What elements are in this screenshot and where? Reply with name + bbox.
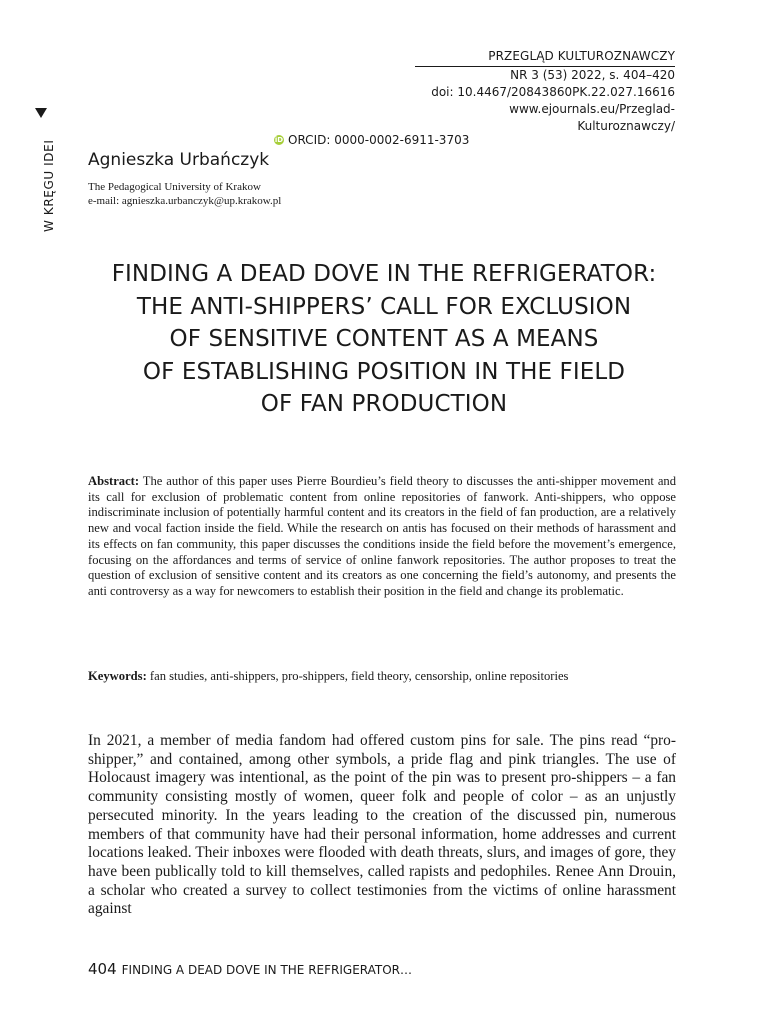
keywords — [88, 669, 688, 685]
article-title — [60, 258, 708, 421]
abstract-label: Abstract: — [88, 474, 140, 488]
triangle-down-icon — [35, 108, 47, 118]
journal-header — [415, 48, 675, 135]
journal-doi[interactable]: doi: 10.4467/20843860PK.22.027.16616 — [431, 85, 675, 99]
orcid-line[interactable] — [274, 133, 469, 147]
page-number: 404 — [88, 960, 117, 978]
journal-url[interactable]: www.ejournals.eu/Przeglad-Kulturoznawczy/ — [509, 102, 675, 133]
author-affiliation-block — [88, 180, 281, 208]
author-email[interactable]: e-mail: agnieszka.urbanczyk@up.krakow.pl — [88, 195, 282, 207]
keywords-label: Keywords: — [88, 669, 147, 683]
title-line: OF ESTABLISHING POSITION IN THE FIELD — [142, 358, 626, 385]
author-name: Agnieszka Urbańczyk — [88, 150, 270, 170]
running-title: FINDING A DEAD DOVE IN THE REFRIGERATOR… — [121, 963, 413, 977]
author-affiliation: The Pedagogical University of Krakow — [88, 181, 261, 193]
journal-name: PRZEGLĄD KULTUROZNAWCZY — [415, 48, 675, 67]
orcid-id: ORCID: 0000-0002-6911-3703 — [288, 133, 470, 147]
abstract — [88, 474, 676, 600]
title-line: THE ANTI-SHIPPERS’ CALL FOR EXCLUSION — [136, 293, 632, 320]
title-line: FINDING A DEAD DOVE IN THE REFRIGERATOR: — [111, 261, 657, 287]
section-label: W KRĘGU IDEI — [42, 139, 56, 232]
keywords-text: fan studies, anti-shippers, pro-shippers, field theory, censorship, online repositories — [149, 669, 569, 683]
body-paragraph: In 2021, a member of media fandom had offered custom pins for sale. The pins read “pro-shipper,” and contained, among other symbols, a pride flag and pink triangles. The use of Holocaust imagery was intentional, as the point of the pin was to present pro-shippers – a fan community consisting mostly of women, queer folk and people of color – as an unjustly persecuted minority. In the years leading to the creation of the discussed pin, numerous members of that community have had their personal information, home addresses and current locations leaked. Their inboxes were flooded with death threats, slurs, and images of gore, they have been publically told to kill themselves, called rapists and pedophiles. Renee Ann Drouin, a scholar who created a survey to collect testimonies from the victims of online harassment against — [88, 732, 676, 918]
title-line: OF SENSITIVE CONTENT AS A MEANS — [169, 326, 599, 352]
journal-issue: NR 3 (53) 2022, s. 404–420 — [510, 68, 675, 82]
page-footer — [88, 960, 412, 978]
title-line: OF FAN PRODUCTION — [260, 391, 508, 417]
abstract-text: The author of this paper uses Pierre Bourdieu’s field theory to discusses the anti-shipper movement and its call for exclusion of problematic content from online repositories of fanwork. Anti-shippers, who oppose indiscriminate inclusion of potentially harmful content and its creators in the field of fan production, are a relatively new and vocal faction inside the field. While the research on antis has focused on their methods of harassment and its effects on fan community, this paper discusses the conditions inside the field before the movement’s emergence, focusing on the affordances and terms of service of online fanwork repositories. The author proposes to treat the question of exclusion of sensitive content and its creators as one concerning the field’s autonomy, and presents the anti controversy as a way for newcomers to establish their position in the field and change its problematic. — [88, 474, 677, 598]
section-tab — [27, 108, 57, 232]
orcid-icon: iD — [274, 136, 284, 144]
